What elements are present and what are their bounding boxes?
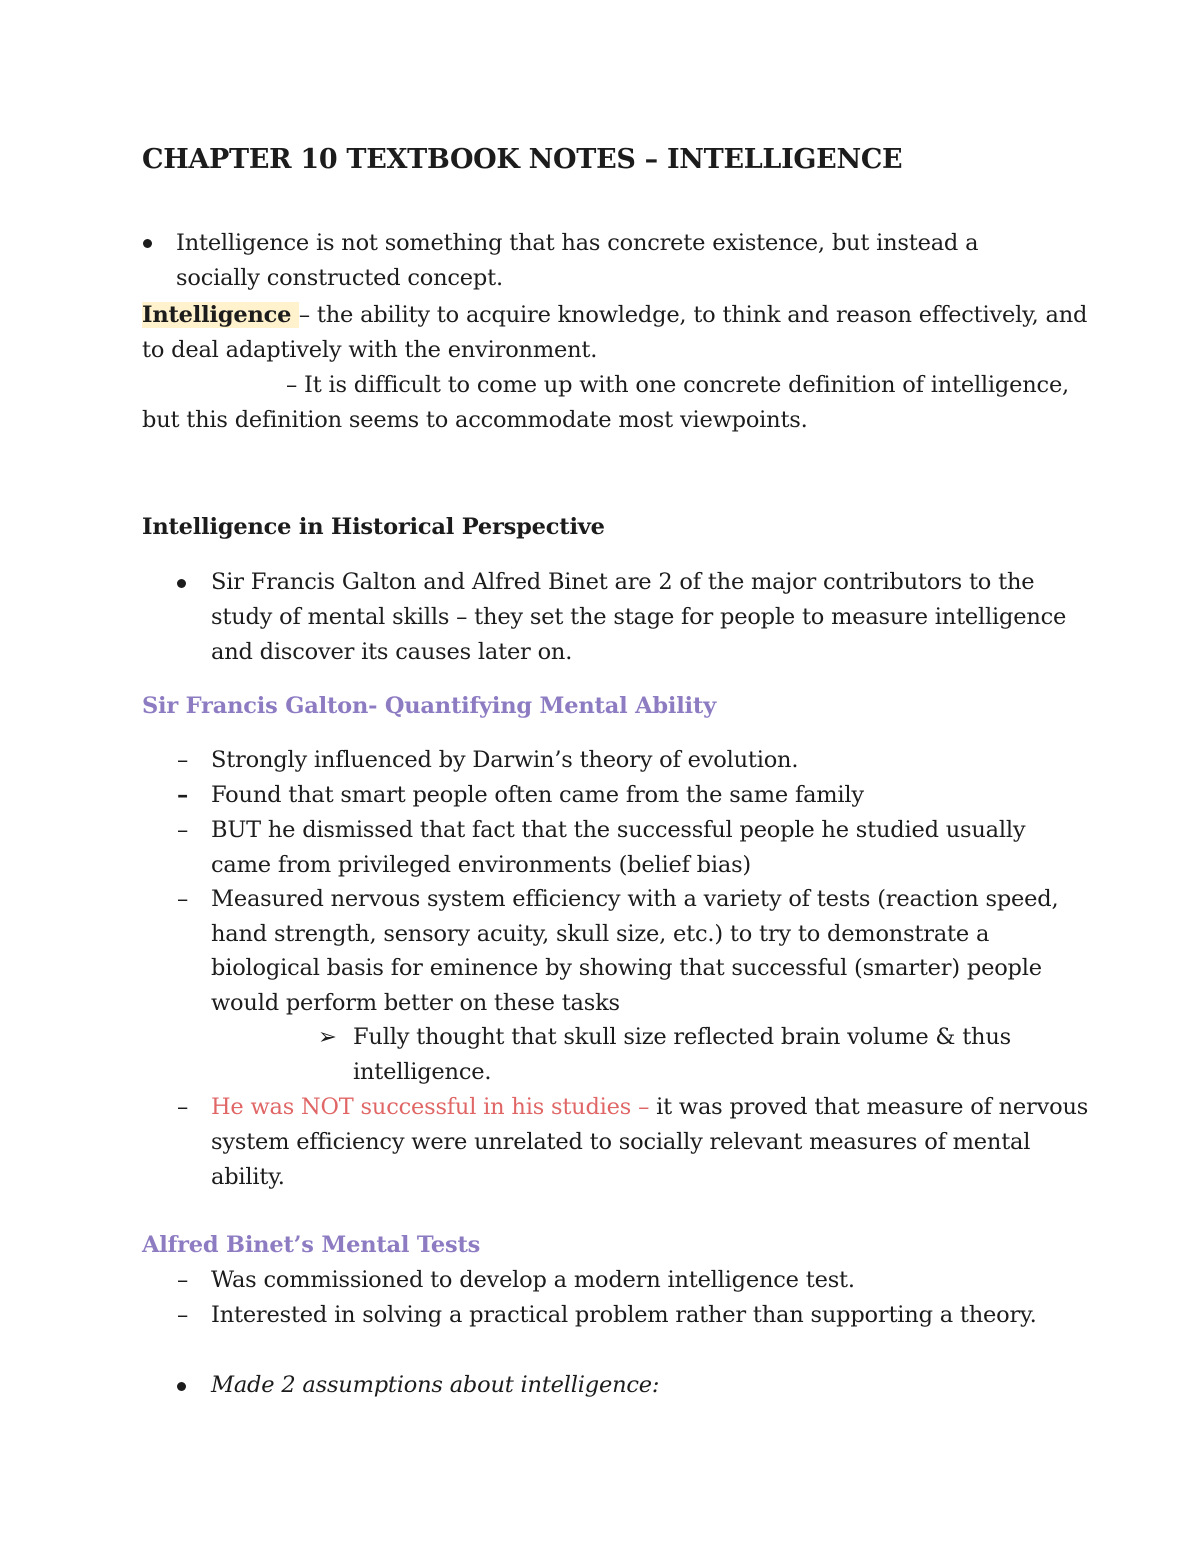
binet-bullet: Made 2 assumptions about intelligence: [211,1372,660,1398]
binet-item: Was commissioned to develop a modern intelligence test. [211,1267,855,1293]
galton-item: system efficiency were unrelated to socially relevant measures of mental [211,1129,1031,1155]
binet-item: Interested in solving a practical problem rather than supporting a theory. [211,1302,1037,1328]
intro-bullet-line: Intelligence is not something that has concrete existence, but instead a [176,230,979,256]
galton-item: ability. [211,1164,285,1190]
dash-marker: – [177,817,189,843]
galton-item-text: it was proved that measure of nervous [656,1094,1089,1120]
subsection-heading-binet: Alfred Binet’s Mental Tests [142,1232,481,1258]
page-title: CHAPTER 10 TEXTBOOK NOTES – INTELLIGENCE [142,144,903,175]
galton-item [211,1090,1088,1125]
galton-item: BUT he dismissed that fact that the successful people he studied usually [211,817,1026,843]
galton-item: Measured nervous system efficiency with a variety of tests (reaction speed, [211,886,1059,912]
bullet-dot [177,579,186,588]
dash-marker: – [177,1267,189,1293]
definition-text: – the ability to acquire knowledge, to think and reason effectively, and [298,302,1088,328]
historical-bullet-line: study of mental skills – they set the stage for people to measure intelligence [211,604,1067,630]
bullet-dot [177,1382,186,1391]
subsection-heading-galton: Sir Francis Galton- Quantifying Mental Ability [142,693,716,719]
bullet-dot [143,239,152,248]
dash-marker: – [177,1094,189,1120]
definition-line: to deal adaptively with the environment. [142,337,598,363]
definition-note: but this definition seems to accommodate most viewpoints. [142,407,808,433]
dash-marker: – [177,1302,189,1328]
section-heading: Intelligence in Historical Perspective [142,514,605,540]
dash-marker: – [177,886,189,912]
dash-marker: – [177,747,189,773]
galton-subitem: intelligence. [353,1059,492,1085]
galton-subitem: Fully thought that skull size reflected brain volume & thus [353,1024,1011,1050]
historical-bullet-line: and discover its causes later on. [211,639,573,665]
historical-bullet-line: Sir Francis Galton and Alfred Binet are 2 of the major contributors to the [211,569,1035,595]
highlighted-red-text: He was NOT successful in his studies – [211,1094,657,1120]
galton-item: would perform better on these tasks [211,990,620,1016]
galton-item: Found that smart people often came from the same family [211,782,864,808]
galton-item: hand strength, sensory acuity, skull size, etc.) to try to demonstrate a [211,921,990,947]
arrow-bullet-icon: ➢ [318,1024,337,1050]
galton-item: Strongly influenced by Darwin’s theory of evolution. [211,747,799,773]
galton-item: biological basis for eminence by showing that successful (smarter) people [211,955,1042,981]
galton-item: came from privileged environments (belief bias) [211,852,751,878]
dash-marker: – [177,782,189,808]
definition-note: – It is difficult to come up with one concrete definition of intelligence, [286,372,1070,398]
definition-line [142,298,1087,333]
intro-bullet-line: socially constructed concept. [176,265,503,291]
highlighted-term: Intelligence [142,302,299,328]
